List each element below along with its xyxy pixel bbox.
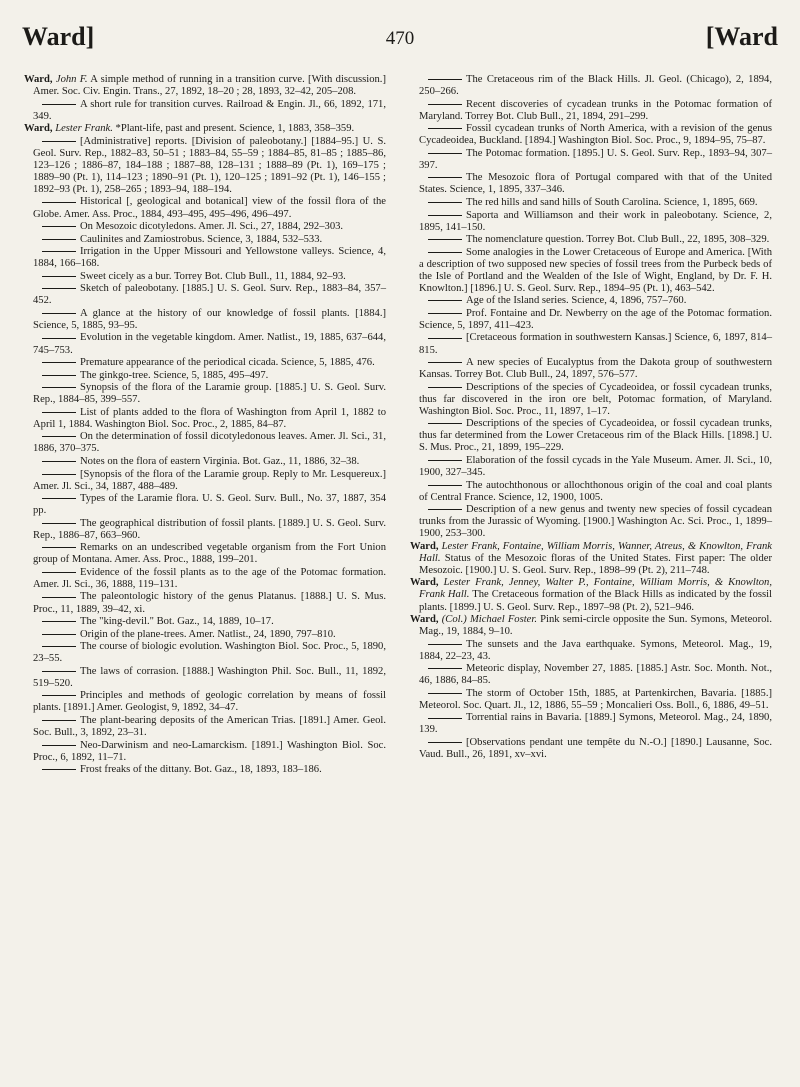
ditto-dash — [42, 288, 76, 289]
entry-text: Description of a new genus and twenty new species of fossil cycadean trunks from the Jurassic of Wyoming. [1900.] Washington Ac. Sci. Proc., 1, 1899–1900, 253–300. — [419, 504, 772, 540]
entry-author-name: Lester Frank, Fontaine, William Morris, Wanner, Atreus, & Knowlton, Frank Hall. — [419, 540, 772, 564]
bibliography-entry — [410, 504, 772, 540]
entry-text: Torrential rains in Bavaria. [1889.] Symons, Meteorol. Mag., 24, 1890, 139. — [419, 712, 772, 736]
entry-text: Origin of the plane-trees. Amer. Natlist., 24, 1890, 797–810. — [80, 628, 336, 640]
ditto-dash — [42, 646, 76, 647]
ditto-dash — [428, 215, 462, 216]
bibliography-entry — [410, 172, 772, 196]
entry-author-name: Lester Frank. — [52, 123, 113, 135]
entry-text: The Cretaceous rim of the Black Hills. Jl. Geol. (Chicago), 2, 1894, 250–266. — [419, 74, 772, 98]
entry-text: Notes on the flora of eastern Virginia. Bot. Gaz., 11, 1886, 32–38. — [80, 455, 360, 467]
entry-text: [Cretaceous formation in southwestern Kansas.] Science, 6, 1897, 814–815. — [419, 332, 772, 356]
bibliography-entry — [24, 469, 386, 493]
ditto-dash — [42, 239, 76, 240]
ditto-dash — [428, 644, 462, 645]
entry-text: The geographical distribution of fossil plants. [1889.] U. S. Geol. Surv. Rep., 1886–87, 663–960. — [33, 517, 386, 541]
bibliography-entry — [410, 480, 772, 504]
left-column — [24, 74, 386, 777]
entry-text: Synopsis of the flora of the Laramie group. [1885.] U. S. Geol. Surv. Rep., 1884–85, 399–557. — [33, 382, 386, 406]
bibliography-entry — [24, 332, 386, 356]
bibliography-entry — [24, 629, 386, 641]
entry-author: Ward, — [24, 123, 53, 135]
ditto-dash — [428, 177, 462, 178]
bibliography-entry — [24, 221, 386, 233]
entry-text: The plant-bearing deposits of the American Trias. [1891.] Amer. Geol. Soc. Bull., 3, 1892, 23–31. — [33, 714, 386, 738]
ditto-dash — [42, 461, 76, 462]
bibliography-entry — [24, 690, 386, 714]
entry-text: Descriptions of the species of Cycadeoidea, or fossil cycadean trunks, thus far discovered in the iron ore belt, Potomac formation, of Maryland. Washington Biol. Soc. Proc., 11, 1897, 1–17. — [419, 381, 772, 417]
ditto-dash — [428, 509, 462, 510]
ditto-dash — [428, 153, 462, 154]
bibliography-entry — [410, 357, 772, 381]
bibliography-entry — [24, 616, 386, 628]
ditto-dash — [428, 239, 462, 240]
entry-text: Age of the Island series. Science, 4, 1896, 757–760. — [466, 295, 687, 307]
bibliography-entry — [410, 541, 772, 577]
bibliography-entry — [410, 688, 772, 712]
bibliography-entry — [410, 295, 772, 307]
entry-author-name: Lester Frank, Jenney, Walter P., Fontaine, William Morris, & Knowlton, Frank Hall. — [419, 577, 772, 601]
bibliography-entry — [24, 542, 386, 566]
entry-text: Prof. Fontaine and Dr. Newberry on the age of the Potomac formation. Science, 5, 1897, 411–423. — [419, 307, 772, 331]
entry-text: Sweet cicely as a bur. Torrey Bot. Club Bull., 11, 1884, 92–93. — [80, 270, 346, 282]
bibliography-entry — [24, 641, 386, 665]
entry-text: Sketch of paleobotany. [1885.] U. S. Geol. Surv. Rep., 1883–84, 357–452. — [33, 283, 386, 307]
bibliography-entry — [24, 74, 386, 98]
entry-text: The sunsets and the Java earthquake. Symons, Meteorol. Mag., 19, 1884, 22–23, 43. — [419, 638, 772, 662]
entry-text: The ginkgo-tree. Science, 5, 1885, 495–497. — [80, 369, 269, 381]
ditto-dash — [428, 79, 462, 80]
entry-text: The nomenclature question. Torrey Bot. Club Bull., 22, 1895, 308–329. — [466, 234, 770, 246]
bibliography-entry — [410, 99, 772, 123]
bibliography-entry — [410, 234, 772, 246]
ditto-dash — [428, 338, 462, 339]
ditto-dash — [428, 202, 462, 203]
bibliography-entry — [24, 431, 386, 455]
entry-text: A glance at the history of our knowledge of fossil plants. [1884.] Science, 5, 1885, 93–95. — [33, 307, 386, 331]
ditto-dash — [428, 313, 462, 314]
entry-text: The Mesozoic flora of Portugal compared with that of the United States. Science, 1, 1895, 337–346. — [419, 172, 772, 196]
bibliography-entry — [410, 614, 772, 638]
entry-text: The laws of corrasion. [1888.] Washington Phil. Soc. Bull., 11, 1892, 519–520. — [33, 665, 386, 689]
bibliography-entry — [24, 493, 386, 517]
ditto-dash — [428, 460, 462, 461]
bibliography-entry — [24, 136, 386, 196]
ditto-dash — [42, 547, 76, 548]
entry-text: Premature appearance of the periodical cicada. Science, 5, 1885, 476. — [80, 357, 375, 369]
entry-text: A new species of Eucalyptus from the Dakota group of southwestern Kansas. Torrey Bot. Club Bull., 24, 1897, 576–577. — [419, 357, 772, 381]
entry-text: [Administrative] reports. [Division of paleobotany.] [1884–95.] U. S. Geol. Surv. Rep., 1882–83, 50–51 ; 1883–84, 55–59 ; 1884–85, 81–85 ; 1885–86, 123–126 ; 1886–87, 184–188 ; 1887–88, 128–131 ; 1888–89 (Pt. 1), 169–175 ; 1889–90 (Pt. 1), 114–123 ; 1890–91 (Pt. 1), 120–125 ; 1891–92 (Pt. 1), 146–155 ; 1892–93 (Pt. 1), 258–265 ; 1893–94, 188–194. — [33, 135, 386, 195]
bibliography-entry — [24, 764, 386, 776]
bibliography-entry — [24, 246, 386, 270]
bibliography-entry — [24, 591, 386, 615]
entry-text: Status of the Mesozoic floras of the United States. First paper: The older Mesozoic. [1900.] U. S. Geol. Surv. Rep., 1898–99 (Pt. 2), 211–748. — [419, 552, 772, 576]
entry-text: Remarks on an undescribed vegetable organism from the Fort Union group of Montana. Amer. Ass. Proc., 1888, 199–201. — [33, 542, 386, 566]
header-left-keyword: Ward] — [22, 22, 95, 51]
bibliography-entry — [24, 715, 386, 739]
bibliography-entry — [24, 234, 386, 246]
ditto-dash — [428, 423, 462, 424]
ditto-dash — [428, 128, 462, 129]
entry-text: Meteoric display, November 27, 1885. [1885.] Astr. Soc. Month. Not., 46, 1886, 84–85. — [419, 663, 772, 687]
ditto-dash — [428, 362, 462, 363]
ditto-dash — [428, 252, 462, 253]
entry-text: List of plants added to the flora of Washington from April 1, 1882 to April 1, 1884. Washington Biol. Soc. Proc., 2, 1885, 84–87. — [33, 406, 386, 430]
ditto-dash — [42, 634, 76, 635]
entry-text: Types of the Laramie flora. U. S. Geol. Surv. Bull., No. 37, 1887, 354 pp. — [33, 493, 386, 517]
bibliography-entry — [410, 210, 772, 234]
entry-author-name: John F. — [52, 74, 88, 85]
bibliography-entry — [410, 577, 772, 613]
entry-text: The Cretaceous formation of the Black Hills as indicated by the fossil plants. [1899.] U. S. Geol. Surv. Rep., 1897–98 (Pt. 2), 521–946. — [419, 589, 772, 613]
bibliography-entry — [410, 382, 772, 418]
entry-author-name: (Col.) Michael Foster. — [438, 614, 537, 626]
bibliography-entry — [24, 407, 386, 431]
bibliography-entry — [410, 308, 772, 332]
entry-text: The paleontologic history of the genus Platanus. [1888.] U. S. Mus. Proc., 11, 1889, 39–42, xi. — [33, 591, 386, 615]
ditto-dash — [428, 668, 462, 669]
ditto-dash — [42, 769, 76, 770]
bibliography-entry — [24, 99, 386, 123]
bibliography-entry — [410, 455, 772, 479]
bibliography-entry — [410, 663, 772, 687]
bibliography-entry — [24, 196, 386, 220]
ditto-dash — [42, 621, 76, 622]
bibliography-entry — [24, 518, 386, 542]
ditto-dash — [42, 695, 76, 696]
ditto-dash — [42, 498, 76, 499]
ditto-dash — [42, 276, 76, 277]
entry-text: [Observations pendant une tempête du N.-O.] [1890.] Lausanne, Soc. Vaud. Bull., 26, 1891, xv–xvi. — [419, 737, 772, 761]
ditto-dash — [42, 523, 76, 524]
entry-text: Irrigation in the Upper Missouri and Yellowstone valleys. Science, 4, 1884, 166–168. — [33, 246, 386, 270]
running-header — [0, 22, 800, 62]
entry-text: Recent discoveries of cycadean trunks in the Potomac formation of Maryland. Torrey Bot. Club Bull., 21, 1894, 291–299. — [419, 98, 772, 122]
ditto-dash — [42, 251, 76, 252]
entry-author: Ward, — [410, 540, 439, 552]
entry-text: The course of biologic evolution. Washington Biol. Soc. Proc., 5, 1890, 23–55. — [33, 641, 386, 665]
bibliography-entry — [24, 382, 386, 406]
bibliography-entry — [410, 737, 772, 761]
bibliography-entry — [24, 370, 386, 382]
ditto-dash — [42, 338, 76, 339]
bibliography-entry — [410, 247, 772, 295]
entry-text: A short rule for transition curves. Railroad & Engin. Jl., 66, 1892, 171, 349. — [33, 98, 386, 122]
page-number: 470 — [385, 28, 415, 49]
entry-text: The autochthonous or allochthonous origin of the coal and coal plants of Central France. Science, 12, 1900, 1005. — [419, 479, 772, 503]
bibliography-entry — [24, 456, 386, 468]
bibliography-entry — [24, 567, 386, 591]
entry-text: The red hills and sand hills of South Carolina. Science, 1, 1895, 669. — [466, 196, 758, 208]
ditto-dash — [42, 202, 76, 203]
entry-author: Ward, — [410, 614, 439, 626]
bibliography-entry — [24, 666, 386, 690]
entry-text: Caulinites and Zamiostrobus. Science, 3, 1884, 532–533. — [80, 233, 323, 245]
right-column — [410, 74, 772, 762]
ditto-dash — [42, 671, 76, 672]
entry-text: Frost freaks of the dittany. Bot. Gaz., 18, 1893, 183–186. — [80, 764, 322, 776]
ditto-dash — [428, 742, 462, 743]
ditto-dash — [428, 485, 462, 486]
ditto-dash — [42, 313, 76, 314]
bibliography-entry — [410, 123, 772, 147]
bibliography-entry — [410, 74, 772, 98]
entry-text: On Mesozoic dicotyledons. Amer. Jl. Sci., 27, 1884, 292–303. — [80, 221, 344, 233]
bibliography-entry — [24, 740, 386, 764]
entry-author: Ward, — [24, 74, 53, 85]
entry-text: The "king-devil." Bot. Gaz., 14, 1889, 10–17. — [80, 616, 274, 628]
header-right-keyword: [Ward — [705, 22, 778, 51]
ditto-dash — [42, 436, 76, 437]
bibliography-entry — [24, 283, 386, 307]
ditto-dash — [42, 597, 76, 598]
entry-text: Evidence of the fossil plants as to the age of the Potomac formation. Amer. Jl. Sci., 36, 1888, 119–131. — [33, 566, 386, 590]
ditto-dash — [42, 745, 76, 746]
bibliography-entry — [410, 148, 772, 172]
ditto-dash — [428, 718, 462, 719]
ditto-dash — [42, 720, 76, 721]
entry-text: Historical [, geological and botanical] view of the fossil flora of the Globe. Amer. Ass. Proc., 1884, 493–495, 495–496, 496–497. — [33, 196, 386, 220]
bibliography-entry — [24, 271, 386, 283]
bibliography-entry — [410, 418, 772, 454]
entry-text: Fossil cycadean trunks of North America, with a revision of the genus Cycadeoidea, Buckland. [1894.] Washington Biol. Soc. Proc., 9, 1894–95, 75–87. — [419, 123, 772, 147]
bibliography-entry — [410, 639, 772, 663]
entry-text: Neo-Darwinism and neo-Lamarckism. [1891.] Washington Biol. Soc. Proc., 6, 1892, 11–71. — [33, 739, 386, 763]
entry-text: Evolution in the vegetable kingdom. Amer. Natlist., 19, 1885, 637–644, 745–753. — [33, 332, 386, 356]
entry-text: Elaboration of the fossil cycads in the Yale Museum. Amer. Jl. Sci., 10, 1900, 327–345. — [419, 454, 772, 478]
entry-text: [Synopsis of the flora of the Laramie group. Reply to Mr. Lesquereux.] Amer. Jl. Sci., 34, 1887, 488–489. — [33, 468, 386, 492]
bibliography-entry — [24, 357, 386, 369]
bibliography-entry — [410, 332, 772, 356]
ditto-dash — [42, 226, 76, 227]
ditto-dash — [42, 572, 76, 573]
entry-text: The Potomac formation. [1895.] U. S. Geol. Surv. Rep., 1893–94, 307–397. — [419, 147, 772, 171]
bibliography-entry — [410, 197, 772, 209]
ditto-dash — [428, 104, 462, 105]
entry-text: A simple method of running in a transition curve. [With discussion.] Amer. Soc. Civ. Engin. Trans., 27, 1892, 18–20 ; 28, 1893, 32–42, 205–208. — [33, 74, 386, 98]
ditto-dash — [428, 693, 462, 694]
ditto-dash — [42, 412, 76, 413]
entry-text: Some analogies in the Lower Cretaceous of Europe and America. [With a description of two supposed new species of fossil trees from the Purbeck beds of the Isle of Portland and the Wealden of the Isle of Wight, England, by Dr. F. H. Knowlton.] [1896.] U. S. Geol. Surv. Rep., 1894–95 (Pt. 1), 463–542. — [419, 246, 772, 294]
entry-text: Descriptions of the species of Cycadeoidea, or fossil cycadean trunks, thus far determined from the Lower Cretaceous rim of the Black Hills. [1898.] U. S. Mus. Proc., 21, 1899, 195–229. — [419, 418, 772, 454]
ditto-dash — [42, 362, 76, 363]
bibliography-entry — [410, 712, 772, 736]
ditto-dash — [428, 387, 462, 388]
ditto-dash — [428, 300, 462, 301]
entry-text: *Plant-life, past and present. Science, 1, 1883, 358–359. — [112, 123, 355, 135]
ditto-dash — [42, 104, 76, 105]
entry-text: The storm of October 15th, 1885, at Partenkirchen, Bavaria. [1885.] Meteorol. Soc. Quart. Jl., 12, 1886, 55–59 ; Moncalieri Oss. Boll., 6, 1886, 49–51. — [419, 687, 772, 711]
ditto-dash — [42, 474, 76, 475]
entry-text: On the determination of fossil dicotyledonous leaves. Amer. Jl. Sci., 31, 1886, 370–375. — [33, 431, 386, 455]
entry-text: Saporta and Williamson and their work in paleobotany. Science, 2, 1895, 141–150. — [419, 209, 772, 233]
ditto-dash — [42, 387, 76, 388]
ditto-dash — [42, 141, 76, 142]
bibliography-entry — [24, 123, 386, 135]
ditto-dash — [42, 375, 76, 376]
entry-author: Ward, — [410, 577, 439, 589]
bibliography-entry — [24, 308, 386, 332]
entry-text: Pink semi-circle opposite the Sun. Symons, Meteorol. Mag., 19, 1884, 9–10. — [419, 614, 772, 638]
entry-text: Principles and methods of geologic correlation by means of fossil plants. [1891.] Amer. Geologist, 9, 1892, 34–47. — [33, 690, 386, 714]
